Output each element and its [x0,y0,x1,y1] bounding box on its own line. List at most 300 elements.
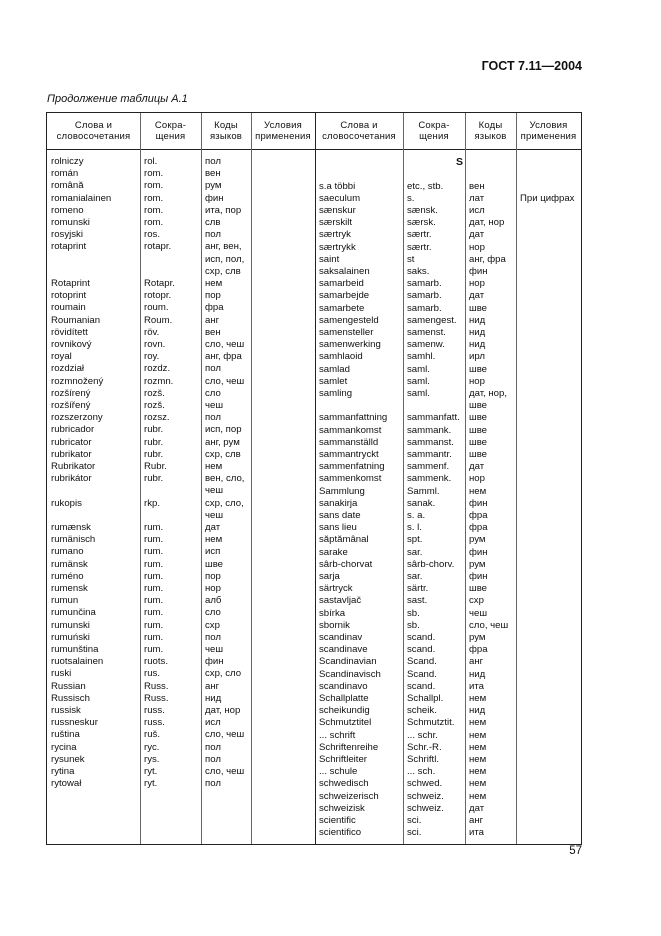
language-code-cell: фра [469,644,488,656]
language-code-cell: нор [469,375,485,387]
word-cell: Rotaprint [51,278,90,289]
language-code-cell: схр, слв [205,265,241,277]
abbreviation-cell: sar. [407,546,423,558]
word-cell: samarbeid [319,278,364,290]
abbreviation-cell: ruš. [144,729,160,741]
table-row [47,327,581,339]
word-cell: Rubrikator [51,461,96,472]
language-code-cell: нид [469,668,486,680]
abbreviation-cell: sci. [407,827,422,839]
abbreviation-cell: röv. [144,326,160,338]
language-code-cell: дат [205,522,221,533]
word-cell: román [51,168,79,180]
word-cell: samarbete [319,302,365,314]
word-cell: sammantryckt [319,448,379,460]
table-row [47,364,581,376]
abbreviation-cell: sammanst. [407,436,454,448]
language-code-cell: нем [469,766,487,778]
table-row [47,632,581,644]
word-cell: romeno [51,204,84,216]
language-code-cell: пол [205,753,221,765]
word-cell: scandinav [319,631,363,643]
abbreviation-cell: samarb. [407,302,442,314]
word-cell: rozšířený [51,400,91,411]
word-cell: ruméno [51,570,84,582]
word-cell: sammanställd [319,436,379,448]
word-cell: română [51,180,84,192]
abbreviation-cell: scand. [407,644,436,656]
word-cell: ... schrift [319,729,356,741]
word-cell: ruotsalainen [51,656,104,668]
language-code-cell: пол [205,741,221,753]
word-cell: ... schule [319,766,358,778]
abbreviation-cell: sammenk. [407,473,452,485]
abbreviation-cell: s. l. [407,522,422,534]
language-code-cell: рум [469,534,486,546]
abbreviation-cell: Schmutztit. [407,717,455,729]
word-cell: Russian [51,680,86,692]
word-cell: rukopis [51,497,82,509]
abbreviation-cell: ryc. [144,741,160,753]
language-code-cell: дат, нор [469,217,505,229]
abbreviation-cell: rotapr. [144,241,172,253]
abbreviation-cell: samhl. [407,351,436,363]
table-row [47,315,581,327]
word-cell: sârb-chorvat [319,558,373,570]
language-code-cell: схр [469,595,484,607]
abbreviation-cell: rozš. [144,387,165,399]
word-cell: royal [51,351,72,363]
language-code-cell: нем [469,717,487,729]
word-cell: rolniczy [51,156,84,167]
language-code-cell: чеш [205,509,224,521]
table-row [47,266,581,278]
language-code-cell: ита [469,680,484,692]
abbreviations-table [46,112,582,845]
word-cell: Schallplatte [319,692,369,704]
language-code-cell: пол [205,229,221,241]
abbreviation-cell: sb. [407,607,420,619]
word-cell: samling [319,387,353,399]
abbreviation-cell: Roum. [144,314,173,326]
table-row [47,254,581,266]
table-row [47,205,581,217]
word-cell: rubricator [51,436,92,448]
abbreviation-cell: sænsk. [407,204,438,216]
abbreviation-cell: rus. [144,668,160,680]
language-code-cell: чеш [205,644,224,655]
word-cell: rozdział [51,363,85,375]
abbreviation-cell: Schriftl. [407,753,439,765]
word-cell: rumuński [51,631,90,643]
language-code-cell: слв [205,217,221,228]
abbreviation-cell: rum. [144,558,164,570]
language-code-cell: алб [205,595,222,607]
table-row [47,437,581,449]
language-code-cell: анг, фра [205,351,242,363]
language-code-cell: нем [205,461,223,472]
abbreviation-cell: st [407,253,415,265]
language-code-cell: нид [469,339,486,351]
language-code-cell: нем [469,485,487,497]
abbreviation-cell: ryt. [144,778,158,790]
language-code-cell: сло, чеш [205,766,245,777]
abbreviation-cell: saml. [407,387,430,399]
table-row [47,229,581,241]
abbreviation-cell: scand. [407,631,436,643]
word-cell: sbornik [319,619,350,631]
table-row [47,534,581,546]
word-cell: Sammlung [319,485,365,497]
word-cell: rubricador [51,424,95,436]
word-cell: scientific [319,814,356,826]
language-code-cell: нор [469,278,485,290]
word-cell: rumunština [51,644,99,655]
abbreviation-cell: særtr. [407,229,432,241]
language-code-cell: дат, нор [205,705,241,716]
word-cell: särtryck [319,583,353,595]
abbreviation-cell: rubr. [144,436,164,448]
language-code-cell: фин [205,656,224,668]
language-code-cell: фра [205,302,224,314]
abbreviation-cell: samengest. [407,314,457,326]
language-code-cell: шве [469,363,488,375]
language-code-cell: шве [469,412,488,424]
word-cell: sarake [319,546,348,558]
language-code-cell: рум [205,180,222,192]
abbreviation-cell: rom. [144,168,164,180]
abbreviation-cell: schweiz. [407,802,444,814]
abbreviation-cell: rum. [144,570,164,582]
language-code-cell: чеш [205,400,224,411]
language-code-cell: пор [205,570,221,582]
word-cell: rumänisch [51,534,96,546]
word-cell: sarja [319,570,340,582]
language-code-cell: шве [469,436,488,448]
language-code-cell: вен [469,180,485,192]
word-cell: sammankomst [319,424,382,436]
table-row [47,669,581,681]
language-code-cell: сло [205,607,221,619]
table-row [47,791,581,803]
abbreviation-cell: spt. [407,534,423,546]
abbreviation-cell: ... schr. [407,729,438,741]
abbreviation-cell: sammank. [407,424,452,436]
language-code-cell: сло, чеш [205,729,245,741]
word-cell: rycina [51,741,77,753]
condition-cell: При цифрах [520,192,575,204]
table-row [47,730,581,742]
abbreviation-cell: rozmn. [144,375,174,387]
abbreviation-cell: rubr. [144,473,164,485]
word-cell: scandinave [319,644,368,656]
word-cell: scandinavo [319,680,368,692]
word-cell: sammenkomst [319,473,382,485]
abbreviation-cell: ryt. [144,766,158,777]
word-cell: særtryk [319,229,351,241]
abbreviation-cell: særsk. [407,217,436,229]
abbreviation-cell: sammantr. [407,448,452,460]
language-code-cell: пол [205,778,221,790]
word-cell: rytina [51,766,75,777]
word-cell: roumain [51,302,86,314]
table-row [47,571,581,583]
abbreviation-cell: rum. [144,522,164,533]
word-cell: særtrykk [319,241,356,253]
table-row [47,815,581,827]
abbreviation-cell: samarb. [407,278,442,290]
language-code-cell: фин [469,570,488,582]
abbreviation-cell: roum. [144,302,169,314]
word-cell: rumensk [51,583,88,594]
word-cell: Schriftleiter [319,753,367,765]
abbreviation-cell: Schr.-R. [407,741,442,753]
word-cell: sans date [319,509,361,521]
word-cell: rysunek [51,753,85,765]
language-code-cell: анг, фра [469,253,506,265]
language-code-cell: нор [469,473,485,485]
language-code-cell: пол [205,363,221,375]
table-row [47,583,581,595]
word-cell: Schriftenreihe [319,741,379,753]
abbreviation-cell: rys. [144,753,160,765]
table-row [47,473,581,485]
word-cell: sammenfatning [319,461,385,473]
abbreviation-cell: russ. [144,717,165,729]
language-code-cell: фин [469,497,488,509]
word-cell: rumænsk [51,522,91,533]
word-cell: rumun [51,595,79,607]
language-code-cell: пол [205,156,221,167]
word-cell: samensteller [319,326,374,338]
abbreviation-cell: sci. [407,814,422,826]
word-cell: rotaprint [51,241,87,253]
abbreviation-cell: saml. [407,363,430,375]
table-row [47,778,581,790]
language-code-cell: шве [469,424,488,436]
table-row [47,156,581,168]
language-code-cell: исл [205,717,221,729]
standard-code: ГОСТ 7.11—2004 [481,59,582,73]
language-code-cell: анг [469,656,484,668]
abbreviation-cell: saks. [407,265,430,277]
abbreviation-cell: russ. [144,705,165,716]
table-row [47,278,581,290]
table-row [47,620,581,632]
abbreviation-cell: saml. [407,375,430,387]
language-code-cell: фин [205,192,224,204]
language-code-cell: шве [469,302,488,314]
header-codes-left: Коды языков [209,119,243,142]
language-code-cell: нем [469,790,487,802]
table-row [47,242,581,254]
language-code-cell: шве [469,400,488,412]
word-cell: Scandinavisch [319,668,381,680]
word-cell: săptămânal [319,534,369,546]
abbreviation-cell: rozdz. [144,363,171,375]
abbreviation-cell: rum. [144,546,164,558]
abbreviation-cell: Scand. [407,656,437,668]
header-abbr-left: Сокра- щения [154,119,187,142]
word-cell: rumunčina [51,607,96,619]
word-cell: sbírka [319,607,346,619]
language-code-cell: нем [205,534,223,546]
word-cell: schweizerisch [319,790,379,802]
abbreviation-cell: sar. [407,570,423,582]
language-code-cell: чеш [205,485,224,497]
word-cell: ruski [51,668,72,680]
header-codes-right: Коды языков [474,119,507,142]
table-row [47,522,581,534]
word-cell: romunski [51,217,90,228]
table-row [47,217,581,229]
language-code-cell: нид [205,692,222,704]
abbreviation-cell: sanak. [407,497,436,509]
abbreviation-cell: rozš. [144,400,165,411]
abbreviation-cell: Schallpl. [407,692,444,704]
table-row [47,608,581,620]
header-abbr-right: Сокра- щения [418,119,450,142]
table-row [47,181,581,193]
language-code-cell: нор [205,583,221,594]
abbreviation-cell: rom. [144,192,164,204]
language-code-cell: рум [469,558,486,570]
language-code-cell: пол [205,631,221,643]
word-cell: saeculum [319,192,361,204]
word-cell: Scandinavian [319,656,377,668]
abbreviation-cell: rkp. [144,497,160,509]
abbreviation-cell: rotopr. [144,290,172,302]
table-row [47,595,581,607]
table-row [47,168,581,180]
language-code-cell: ита [469,827,484,839]
abbreviation-cell: samenw. [407,339,445,351]
abbreviation-cell: rom. [144,180,164,192]
table-header [47,113,581,150]
abbreviation-cell: Rubr. [144,461,167,472]
word-cell: samhlaoid [319,351,363,363]
table-caption: Продолжение таблицы А.1 [47,93,188,105]
abbreviation-cell: sammanfatt. [407,412,460,424]
abbreviation-cell: samarb. [407,290,442,302]
abbreviation-cell: Samml. [407,485,440,497]
table-row [47,717,581,729]
abbreviation-cell: schwed. [407,778,443,790]
language-code-cell: исп, пор [205,424,242,436]
language-code-cell: нор [469,241,485,253]
header-words-right: Слова и словосочетания [322,119,396,142]
abbreviation-cell: ... sch. [407,766,436,778]
language-code-cell: фин [469,546,488,558]
language-code-cell: дат [469,290,485,302]
word-cell: Schmutztitel [319,717,372,729]
word-cell: saksalainen [319,265,370,277]
word-cell: russneskur [51,717,98,729]
word-cell: rumunski [51,619,90,631]
language-code-cell: вен [205,326,221,338]
language-code-cell: сло, чеш [205,375,245,387]
abbreviation-cell: Rotapr. [144,278,175,289]
abbreviation-cell: rum. [144,583,164,594]
section-letter: S [455,156,463,168]
table-row [47,827,581,839]
language-code-cell: анг, рум [205,436,240,448]
word-cell: rosyjski [51,229,83,241]
word-cell: rozszerzony [51,412,103,424]
table-row [47,510,581,522]
table-row [47,461,581,473]
word-cell: rytował [51,778,82,790]
abbreviation-cell: rum. [144,631,164,643]
language-code-cell: сло, чеш [469,619,509,631]
word-cell: rubrikátor [51,473,92,485]
abbreviation-cell: roy. [144,351,160,363]
word-cell: samlet [319,375,348,387]
abbreviation-cell: rovn. [144,339,166,350]
word-cell: sænskur [319,204,356,216]
language-code-cell: фра [469,522,488,534]
word-cell: rövidített [51,326,88,338]
abbreviation-cell: etc., stb. [407,180,444,192]
header-words-left: Слова и словосочетания [56,119,131,142]
table-row [47,656,581,668]
table-row [47,498,581,510]
table-row [47,193,581,205]
abbreviation-cell: rubr. [144,448,164,460]
table-row [47,486,581,498]
word-cell: s.a többi [319,180,356,192]
word-cell: rumänsk [51,558,88,570]
table-row [47,376,581,388]
language-code-cell: анг [205,680,220,692]
language-code-cell: схр, сло [205,668,242,680]
abbreviation-cell: rom. [144,217,164,228]
abbreviation-cell: scheik. [407,705,437,717]
abbreviation-cell: scand. [407,680,436,692]
word-cell: samengesteld [319,314,379,326]
table-row [47,339,581,351]
abbreviation-cell: rum. [144,644,164,655]
abbreviation-cell: schweiz. [407,790,444,802]
word-cell: sans lieu [319,522,357,534]
language-code-cell: пор [205,290,221,302]
abbreviation-cell: samenst. [407,326,446,338]
word-cell: sanakirja [319,497,358,509]
language-code-cell: нем [469,753,487,765]
language-code-cell: анг [205,314,220,326]
word-cell: Russisch [51,692,90,704]
abbreviation-cell: Russ. [144,692,169,704]
language-code-cell: ирл [469,351,485,363]
table-row [47,449,581,461]
word-cell: scientifico [319,827,362,839]
language-code-cell: чеш [469,607,488,619]
abbreviation-cell: ruots. [144,656,168,668]
abbreviation-cell: rum. [144,607,164,619]
word-cell: rubrikator [51,448,92,460]
abbreviation-cell: s. [407,192,415,204]
abbreviation-cell: rum. [144,534,164,546]
abbreviation-cell: rum. [144,595,164,607]
word-cell: schwedisch [319,778,369,790]
language-code-cell: шве [205,558,224,570]
table-row [47,644,581,656]
abbreviation-cell: ros. [144,229,160,241]
language-code-cell: нем [469,692,487,704]
language-code-cell: дат [469,461,485,473]
language-code-cell: сло, чеш [205,339,245,350]
word-cell: ruština [51,729,80,741]
